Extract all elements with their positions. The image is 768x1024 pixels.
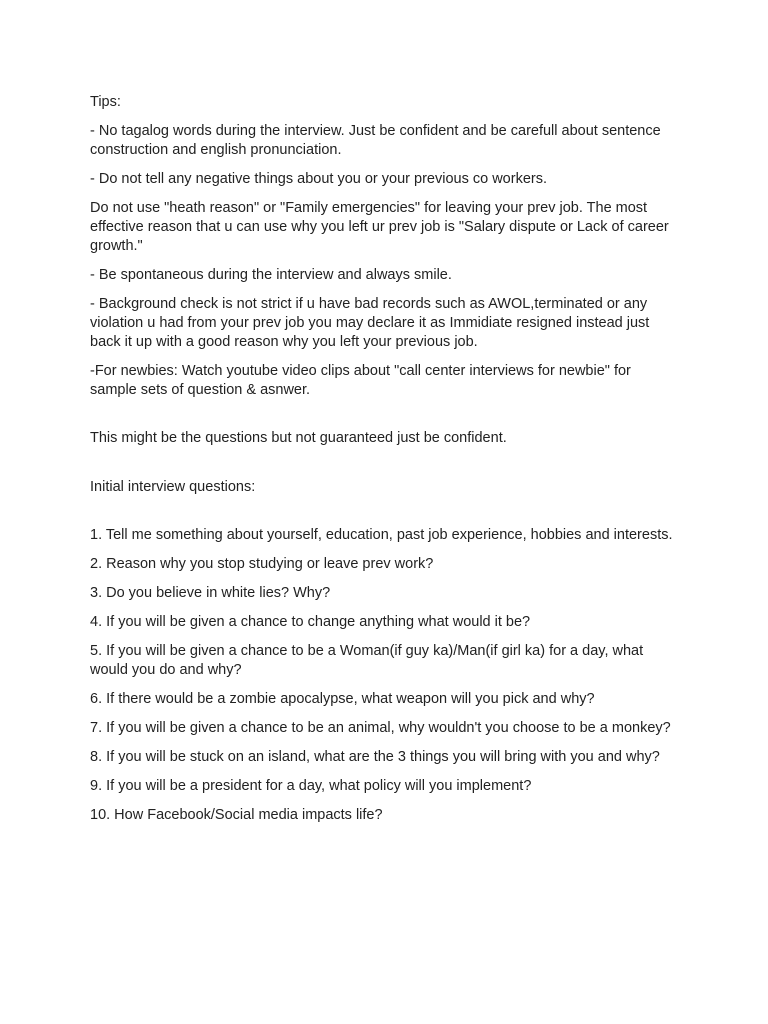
question-item: 5. If you will be given a chance to be a Woman(if guy ka)/Man(if girl ka) for a day, what would you do and why?: [90, 643, 644, 678]
tip-item: - Do not tell any negative things about you or your previous co workers.: [90, 171, 547, 187]
question-item: 4. If you will be given a chance to change anything what would it be?: [90, 614, 531, 630]
tip-item: - Background check is not strict if u have bad records such as AWOL,terminated or any violation u had from your prev job you may declare it as Immidiate resigned instead just back it up with a good reason why you left your previous job.: [90, 296, 650, 350]
tip-item: Do not use "heath reason" or "Family emergencies" for leaving your prev job. The most effective reason that u can use why you left ur prev job is "Salary dispute or Lack of career growth.": [90, 200, 669, 254]
question-item: 3. Do you believe in white lies? Why?: [90, 585, 331, 601]
questions-heading: Initial interview questions:: [90, 479, 256, 495]
question-item: 9. If you will be a president for a day, what policy will you implement?: [90, 778, 532, 794]
tips-list: [90, 122, 680, 400]
document-page: [90, 93, 680, 835]
question-item: 7. If you will be given a chance to be an animal, why wouldn't you choose to be a monkey?: [90, 720, 671, 736]
tip-item: -For newbies: Watch youtube video clips about "call center interviews for newbie" for sample sets of question & asnwer.: [90, 363, 631, 398]
question-item: 1. Tell me something about yourself, education, past job experience, hobbies and interests.: [90, 527, 673, 543]
tip-item: - Be spontaneous during the interview and always smile.: [90, 267, 452, 283]
question-item: 10. How Facebook/Social media impacts life?: [90, 807, 383, 823]
tips-heading: Tips:: [90, 94, 121, 110]
disclaimer-text: This might be the questions but not guaranteed just be confident.: [90, 430, 507, 446]
question-item: 6. If there would be a zombie apocalypse, what weapon will you pick and why?: [90, 691, 595, 707]
tip-item: - No tagalog words during the interview. Just be confident and be carefull about sentence construction and english pronunciation.: [90, 123, 661, 158]
question-item: 2. Reason why you stop studying or leave prev work?: [90, 556, 434, 572]
question-item: 8. If you will be stuck on an island, what are the 3 things you will bring with you and why?: [90, 749, 660, 765]
questions-list: [90, 526, 680, 825]
